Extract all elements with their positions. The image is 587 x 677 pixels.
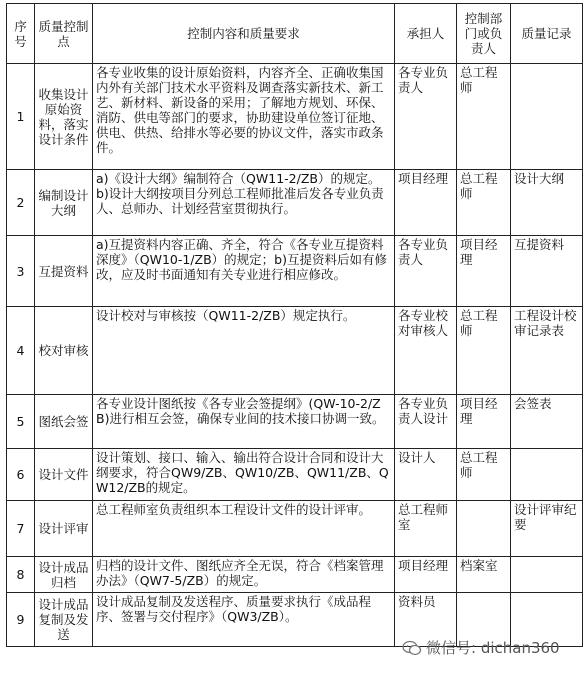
row-dept: 总工程师 xyxy=(457,307,511,395)
table-row xyxy=(7,307,583,395)
row-no: 1 xyxy=(7,64,35,170)
row-control-point: 设计成品复制及发送 xyxy=(35,593,93,647)
row-record xyxy=(511,557,583,593)
row-person: 项目经理 xyxy=(395,557,457,593)
row-record: 会签表 xyxy=(511,395,583,449)
table-row xyxy=(7,170,583,236)
row-content: a)《设计大纲》编制符合（QW11-2/ZB）的规定。b)设计大纲按项目分列总工程师批准后发各专业负责人、总师办、计划经营室贯彻执行。 xyxy=(93,170,395,236)
row-no: 2 xyxy=(7,170,35,236)
row-dept: 总工程师 xyxy=(457,449,511,501)
row-content: 设计校对与审核按（QW11-2/ZB）规定执行。 xyxy=(93,307,395,395)
row-person: 总工程师室 xyxy=(395,501,457,557)
row-no: 3 xyxy=(7,236,35,307)
table-row xyxy=(7,557,583,593)
row-control-point: 互提资料 xyxy=(35,236,93,307)
row-control-point: 校对审核 xyxy=(35,307,93,395)
table-row xyxy=(7,64,583,170)
header-record: 质量记录 xyxy=(511,4,583,64)
header-person: 承担人 xyxy=(395,4,457,64)
row-dept: 档案室 xyxy=(457,557,511,593)
row-record: 设计评审纪要 xyxy=(511,501,583,557)
row-person: 资料员 xyxy=(395,593,457,647)
row-record: 设计大纲 xyxy=(511,170,583,236)
row-person: 各专业负责人 xyxy=(395,236,457,307)
row-content: 总工程师室负责组织本工程设计文件的设计评审。 xyxy=(93,501,395,557)
row-person: 设计人 xyxy=(395,449,457,501)
row-no: 6 xyxy=(7,449,35,501)
row-record: 工程设计校审记录表 xyxy=(511,307,583,395)
row-dept: 总工程师 xyxy=(457,170,511,236)
row-control-point: 设计评审 xyxy=(35,501,93,557)
row-record: 互提资料 xyxy=(511,236,583,307)
row-control-point: 编制设计大纲 xyxy=(35,170,93,236)
row-record xyxy=(511,449,583,501)
header-row xyxy=(7,4,583,64)
quality-control-table xyxy=(6,3,583,647)
table-row xyxy=(7,236,583,307)
row-content: 各专业设计图纸按《各专业会签提纲》(QW-10-2/ZB)进行相互会签，确保专业间的技术接口协调一致。 xyxy=(93,395,395,449)
table-row xyxy=(7,395,583,449)
table-row xyxy=(7,501,583,557)
row-no: 9 xyxy=(7,593,35,647)
row-no: 8 xyxy=(7,557,35,593)
row-person: 项目经理 xyxy=(395,170,457,236)
watermark-text: 微信号: dichan360 xyxy=(426,639,560,657)
row-no: 7 xyxy=(7,501,35,557)
wechat-icon xyxy=(402,640,422,656)
row-content: a)互提资料内容正确、齐全，符合《各专业互提资料深度》（QW10-1/ZB）的规定；b)互提资料后如有修改，应及时书面通知有关专业进行相应修改。 xyxy=(93,236,395,307)
row-dept xyxy=(457,501,511,557)
header-control-point: 质量控制点 xyxy=(35,4,93,64)
row-control-point: 收集设计原始资料，落实设计条件 xyxy=(35,64,93,170)
row-content: 各专业收集的设计原始资料，内容齐全、正确收集国内外有关部门技术水平资料及调查落实新技术、新工艺、新材料、新设备的采用；了解地方规划、环保、消防、供电等部门的要求，协助建设单位签订征地、供电、供热、给排水等必要的协议文件，落实市政条件。 xyxy=(93,64,395,170)
row-content: 设计策划、接口、输入、输出符合设计合同和设计大纲要求，符合QW9/ZB、QW10/ZB、QW11/ZB、QW12/ZB的规定。 xyxy=(93,449,395,501)
header-dept: 控制部门或负责人 xyxy=(457,4,511,64)
row-record xyxy=(511,64,583,170)
header-no: 序号 xyxy=(7,4,35,64)
row-no: 4 xyxy=(7,307,35,395)
row-dept: 项目经理 xyxy=(457,395,511,449)
row-dept: 总工程师 xyxy=(457,64,511,170)
watermark xyxy=(402,637,560,658)
row-no: 5 xyxy=(7,395,35,449)
row-person: 各专业校对审核人 xyxy=(395,307,457,395)
row-content: 归档的设计文件、图纸应齐全无误，符合《档案管理办法》（QW7-5/ZB）的规定。 xyxy=(93,557,395,593)
row-control-point: 图纸会签 xyxy=(35,395,93,449)
table-row xyxy=(7,449,583,501)
row-person: 各专业负责人 xyxy=(395,64,457,170)
row-dept: 项目经理 xyxy=(457,236,511,307)
row-content: 设计成品复制及发送程序、质量要求执行《成品程序、签署与交付程序》（QW3/ZB）。 xyxy=(93,593,395,647)
row-control-point: 设计成品归档 xyxy=(35,557,93,593)
row-person: 各专业负责人设计 xyxy=(395,395,457,449)
header-content: 控制内容和质量要求 xyxy=(93,4,395,64)
row-control-point: 设计文件 xyxy=(35,449,93,501)
